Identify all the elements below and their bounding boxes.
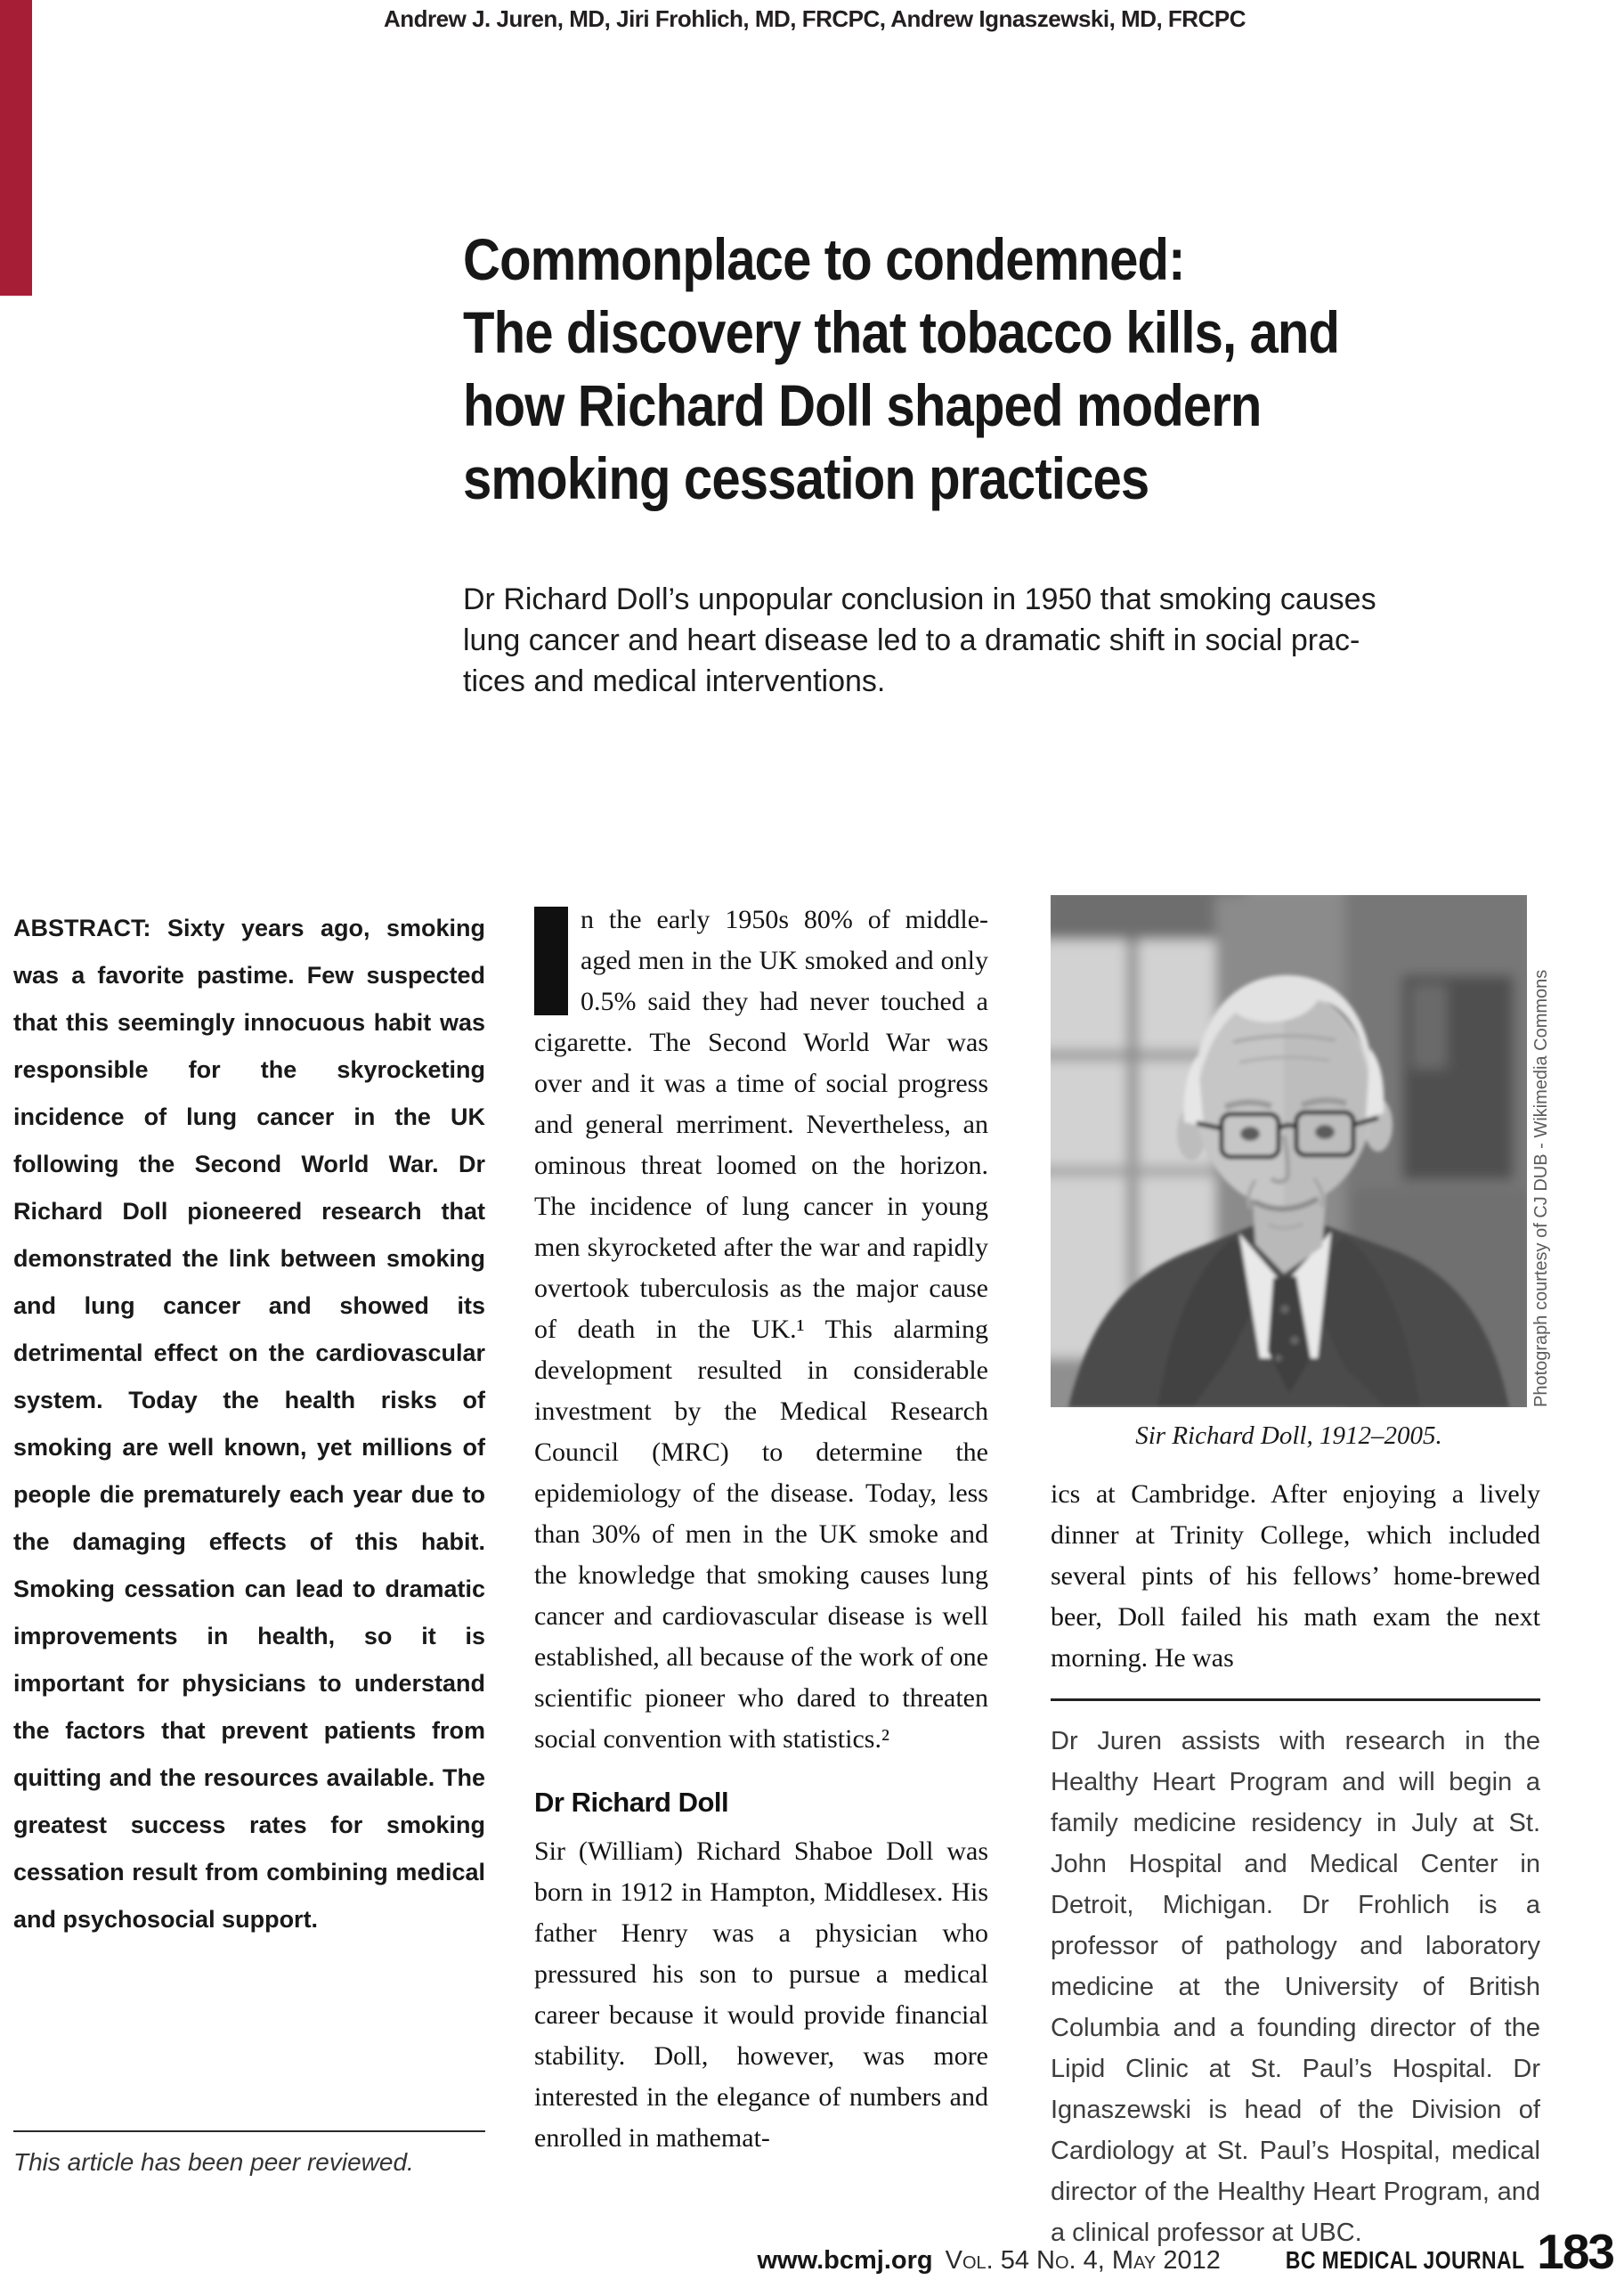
photo-block <box>1051 895 1551 1407</box>
issue-info: Vol. 54 No. 4, May 2012 <box>945 2246 1221 2275</box>
article-title-line: The discovery that tobacco kills, and <box>463 299 1340 365</box>
author-bio-box <box>1051 1698 1540 2253</box>
body-column-right <box>1051 895 1551 2253</box>
section-color-tab <box>0 0 32 296</box>
abstract-text: ABSTRACT: Sixty years ago, smoking was a favorite pastime. Few suspected that this seemingly innocuous habit was responsible for the skyrocketing incidence of lung cancer in the UK following the Second World War. Dr Richard Doll pioneered research that demonstrated the link between smoking and lung cancer and showed its detrimental effect on the cardiovascular system. Today the health risks of smoking are well known, yet millions of people die prematurely each year due to the damaging effects of this habit. Smoking cessation can lead to dramatic improvements in health, so it is important for physicians to understand the factors that prevent patients from quitting and the resources available. The greatest success rates for smoking cessation result from combining medical and psychosocial support. <box>13 915 485 1933</box>
article-title-line: smoking cessation practices <box>463 445 1149 511</box>
section-heading: Dr Richard Doll <box>534 1787 729 1818</box>
continued-paragraph: ics at Cambridge. After enjoying a lively dinner at Trinity College, which included several pints of his fellows’ home-brewed beer, Doll failed his math exam the next morning. He was <box>1051 1479 1540 1673</box>
portrait-photo <box>1051 895 1527 1407</box>
photo-caption: Sir Richard Doll, 1912–2005. <box>1135 1421 1442 1450</box>
byline: Andrew J. Juren, MD, Jiri Frohlich, MD, FRCPC, Andrew Ignaszewski, MD, FRCPC <box>384 5 1246 32</box>
intro-paragraph-text: n the early 1950s 80% of middle-aged men in the UK smoked and only 0.5% said they had never touched a cigarette. The Second World War was over and it was a time of social progress and general merriment. Nevertheless, an ominous threat loomed on the horizon. The incidence of lung cancer in young men skyrocketed after the war and rapidly overtook tuberculosis as the major cause of death in the UK.¹ This alarming development resulted in considerable investment by the Medical Research Council (MRC) to determine the epidemiology of the disease. Today, less than 30% of men in the UK smoke and the knowledge that smoking causes lung cancer and cardiovascular disease is well established, all because of the work of one scientific pioneer who dared to threaten social convention with statistics.² <box>534 905 988 1754</box>
body-column-middle <box>534 900 988 2159</box>
portrait-photo-graphic <box>1051 895 1527 1407</box>
peer-review-note: This article has been peer reviewed. <box>13 2130 485 2177</box>
abstract-column <box>13 905 485 1943</box>
author-bios-text: Dr Juren assists with research in the Healthy Heart Program and will begin a family medicine residency in July at St. John Hospital and Medical Center in Detroit, Michigan. Dr Frohlich is a professor of pathology and laboratory medicine at the University of British Columbia and a founding director of the Lipid Clinic at St. Paul’s Hospital. Dr Ignaszewski is head of the Division of Cardiology at St. Paul’s Hospital, medical director of the Healthy Heart Program, and a clinical professor at UBC. <box>1051 1727 1540 2247</box>
photo-credit: Photograph courtesy of CJ DUB - Wikimedia Commons <box>1531 969 1551 1407</box>
article-deck <box>463 579 1376 702</box>
intro-paragraph <box>534 900 988 1760</box>
article-deck-line: lung cancer and heart disease led to a dramatic shift in social prac- <box>463 623 1360 657</box>
article-title <box>463 223 1339 515</box>
journal-name: BC MEDICAL JOURNAL <box>1285 2246 1525 2274</box>
drop-cap <box>534 907 568 1015</box>
article-deck-line: tices and medical interventions. <box>463 664 886 698</box>
journal-url: www.bcmj.org <box>757 2246 933 2275</box>
article-title-line: how Richard Doll shaped modern <box>463 372 1262 438</box>
page-number: 183 <box>1537 2224 1613 2279</box>
page-footer <box>758 2223 1614 2280</box>
article-title-line: Commonplace to condemned: <box>463 226 1185 292</box>
article-deck-line: Dr Richard Doll’s unpopular conclusion in 1950 that smoking causes <box>463 582 1376 616</box>
early-life-paragraph: Sir (William) Richard Shaboe Doll was born in 1912 in Hampton, Middlesex. His father Henry was a physician who pressured his son to pursue a medical career because it would provide financial stability. Doll, however, was more interested in the elegance of numbers and enrolled in mathemat- <box>534 1836 988 2153</box>
